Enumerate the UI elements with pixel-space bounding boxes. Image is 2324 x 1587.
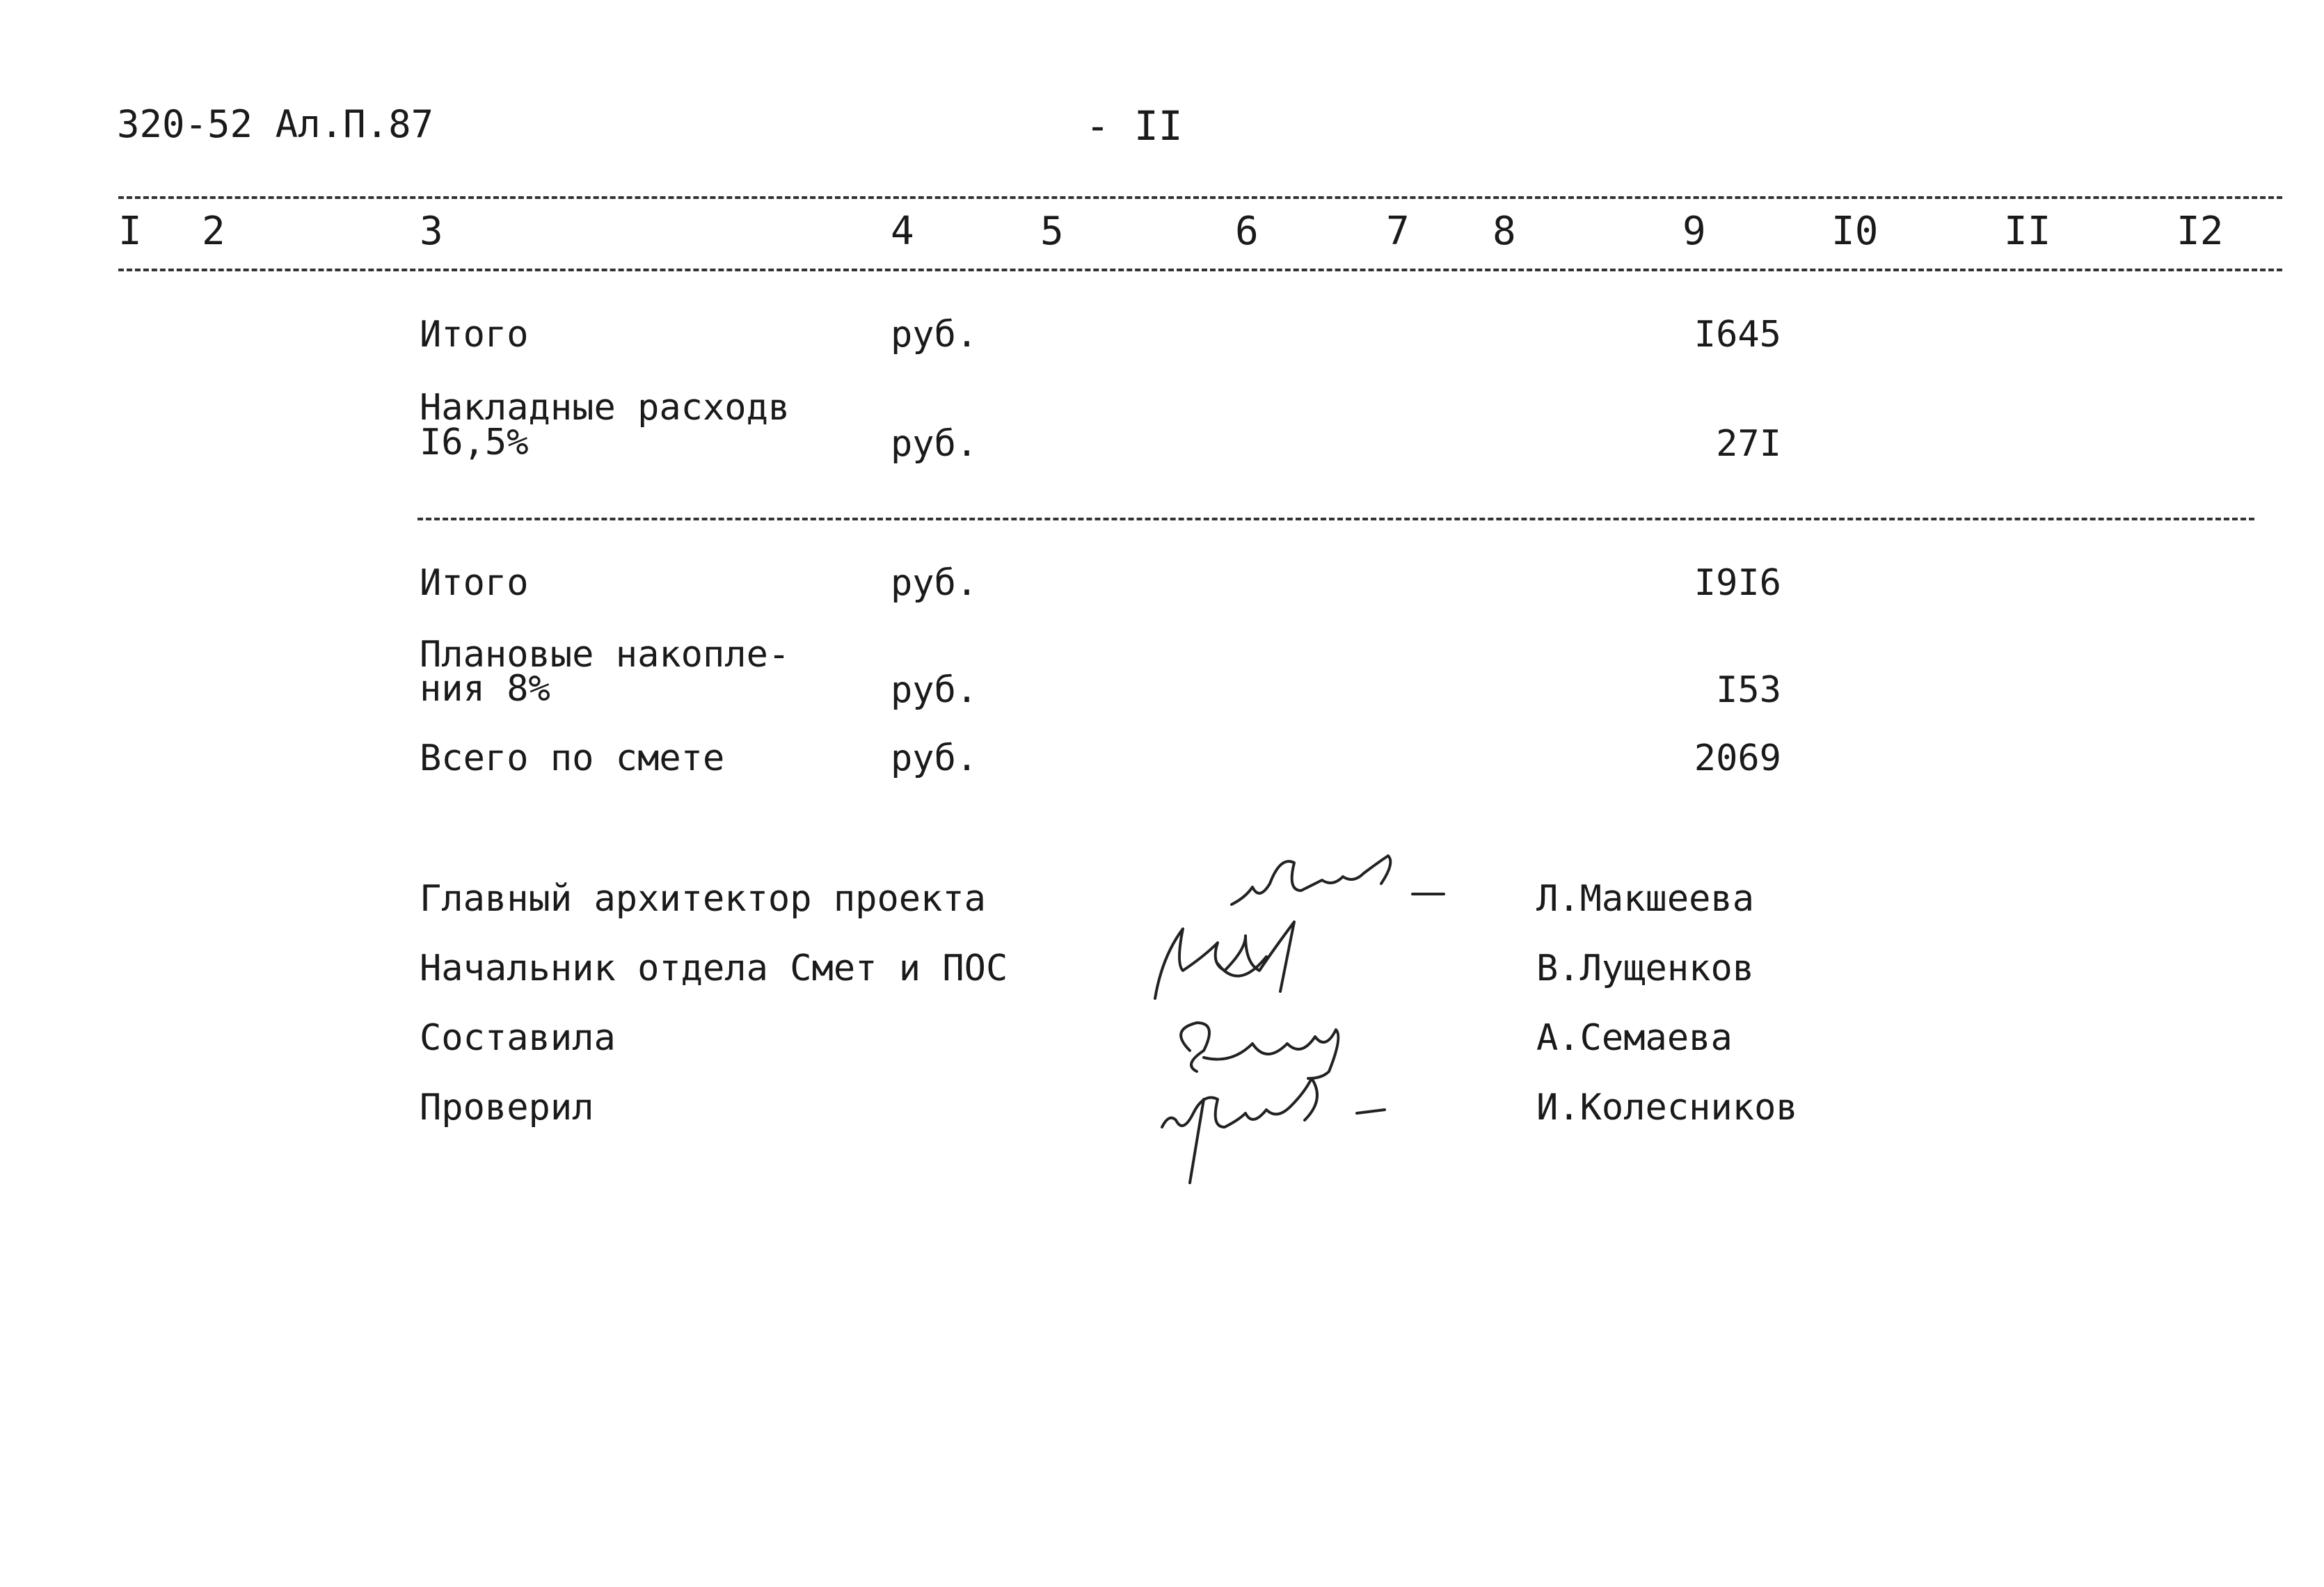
row-label-continuation: I6,5% [420,422,529,463]
signatory-name: И.Колесников [1536,1087,1798,1129]
header-top-rule [118,196,2282,199]
column-number-3: 3 [420,209,443,254]
column-number-5: 5 [1040,209,1064,254]
signatory-name: Л.Макшеева [1536,878,1755,920]
signature-4 [1155,1064,1433,1190]
column-number-11: II [2004,209,2051,254]
row-label-continuation: ния 8% [420,668,550,710]
signatory-title: Проверил [420,1087,594,1129]
subtotal-rule [417,518,2254,520]
row-unit: руб. [891,669,978,711]
signatory-title: Составила [420,1017,616,1059]
header-bottom-rule [118,269,2282,271]
column-number-7: 7 [1386,209,1410,254]
row-unit: руб. [891,314,978,356]
row-label: Накладные расходв [420,387,790,429]
document-code: 320-52 Ал.П.87 [117,102,434,146]
signatory-title: Главный архитектор проекта [420,878,986,920]
column-number-4: 4 [891,209,914,254]
column-number-1: I [118,209,142,254]
row-value: 2069 [1694,737,1781,779]
row-value: I645 [1694,314,1781,356]
row-value: I53 [1716,669,1781,711]
column-number-8: 8 [1493,209,1516,254]
row-unit: руб. [891,737,978,779]
row-unit: руб. [891,562,978,604]
column-number-6: 6 [1235,209,1259,254]
row-value: 27I [1716,423,1781,465]
row-label: Итого [420,314,529,356]
column-number-12: I2 [2176,209,2224,254]
row-label: Плановые накопле- [420,634,790,676]
row-unit: руб. [891,423,978,465]
signature-2 [1134,908,1385,1019]
row-label: Итого [420,562,529,604]
signatory-name: В.Лущенков [1536,948,1755,989]
column-number-10: I0 [1831,209,1879,254]
row-value: I9I6 [1694,562,1781,604]
column-number-2: 2 [202,209,225,254]
signatory-title: Начальник отдела Смет и ПОС [420,948,1008,989]
signatory-name: А.Семаева [1536,1017,1733,1059]
column-number-9: 9 [1682,209,1706,254]
page-number: - II [1085,102,1183,150]
row-label: Всего по смете [420,737,725,779]
